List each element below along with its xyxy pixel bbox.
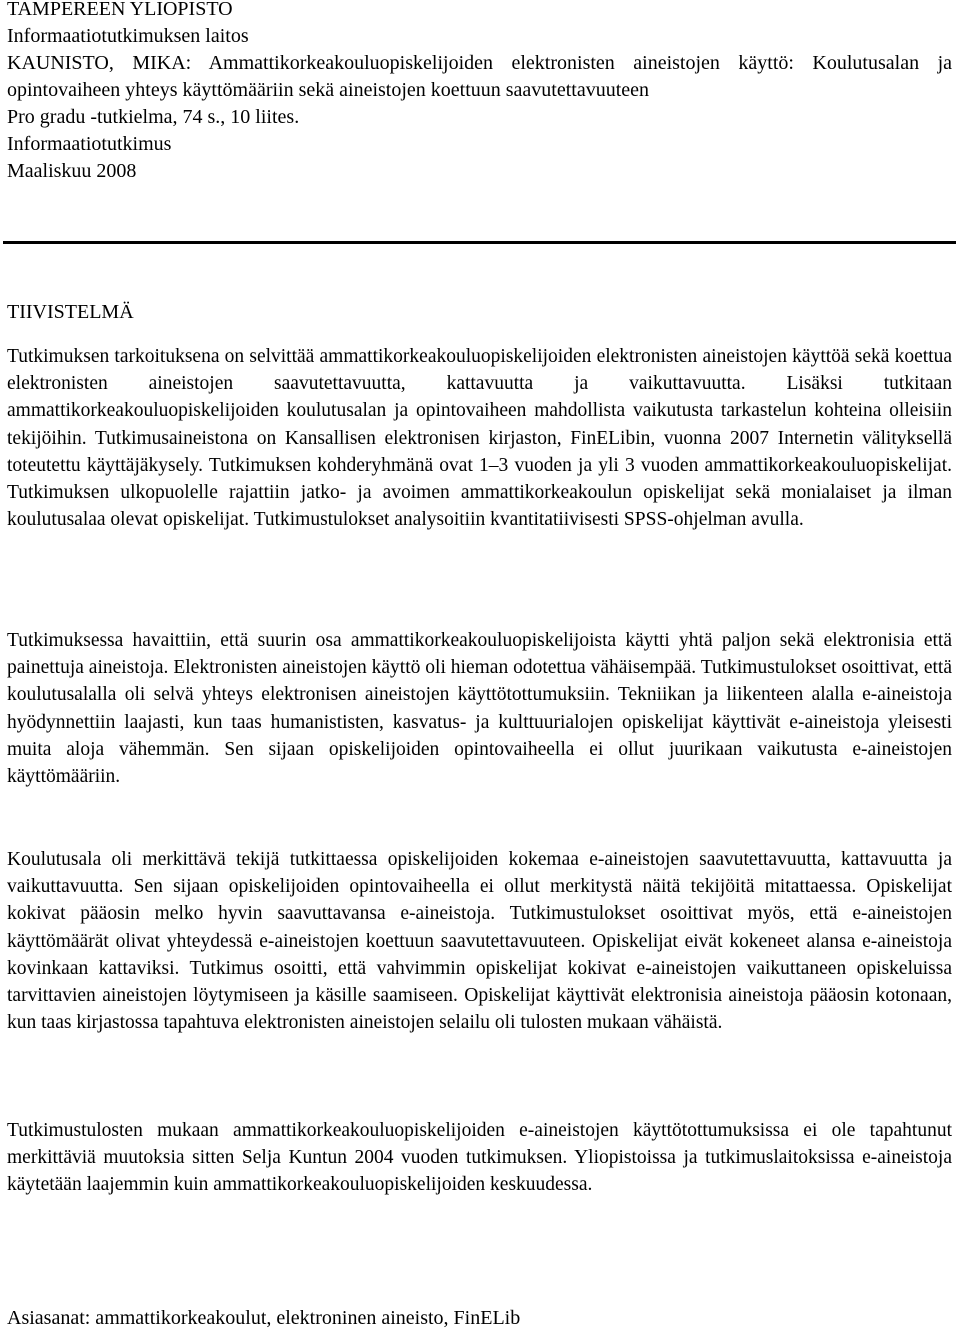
abstract-paragraph: Koulutusala oli merkittävä tekijä tutkittaessa opiskelijoiden kokemaa e-aineistojen saavutettavuutta, kattavuutta ja vaikuttavuutta. Sen sijaan opiskelijoiden opintovaiheella ei ollut merkitystä näitä tekijöitä mitattaessa. Opiskelijat kokivat pääosin melko hyvin saavuttavansa e-aineistoja. Tutkimustulokset osoittivat myös, että e-aineistojen käyttömäärät olivat yhteydessä e-aineistojen koettuun saavutettavuuteen. Opiskelijat eivät kokeneet alansa e-aineistoja kovinkaan kattaviksi. Tutkimus osoitti, että vahvimmin opiskelijat kokivat e-aineistojen vaikuttaneen opiskeluissa tarvittavien aineistojen löytymiseen ja käsille saamiseen. Opiskelijat käyttivät elektronisia aineistoja pääosin kotonaan, kun taas kirjastossa tapahtuva elektronisten aineistojen selailu oli tulosten mukaan vähäistä.: [7, 849, 952, 1034]
abstract-paragraph: Tutkimuksen tarkoituksena on selvittää ammattikorkeakouluopiskelijoiden elektronisten aineistojen käyttöä sekä koettua elektronisten aineistojen saavutettavuutta, kattavuutta ja vaikuttavuutta. Lisäksi tutkitaan ammattikorkeakouluopiskelijoiden koulutusalan ja opintovaiheen mahdollista vaikutusta tarkastelun kohteina olleisiin tekijöihin. Tutkimusaineistona on Kansallisen elektronisen kirjaston, FinELibin, vuonna 2007 Internetin välityksellä toteutettu käyttäjäkysely. Tutkimuksen kohderyhmänä ovat 1–3 vuoden ja yli 3 vuoden ammattikorkeakouluopiskelijat. Tutkimuksen ulkopuolelle rajattiin jatko- ja avoimen ammattikorkeakoulun opiskelijat sekä monialaiset ja ilman koulutusalaa olevat opiskelijat. Tutkimustulokset analysoitiin kvantitatiivisesti SPSS-ohjelman avulla.: [7, 346, 952, 531]
abstract-paragraph: Tutkimustulosten mukaan ammattikorkeakouluopiskelijoiden e-aineistojen käyttötottumuksissa ei ole tapahtunut merkittäviä muutoksia sitten Selja Kuntun 2004 vuoden tutkimuksen. Yliopistoissa ja tutkimuslaitoksissa e-aineistoja käytetään laajemmin kuin ammattikorkeakouluopiskelijoiden keskuudessa.: [7, 1120, 952, 1196]
university-name: TAMPEREEN YLIOPISTO: [7, 0, 233, 20]
keywords-line: Asiasanat: ammattikorkeakoulut, elektroninen aineisto, FinELib: [7, 1307, 521, 1329]
thesis-header: [7, 0, 952, 185]
header-divider: [3, 241, 956, 244]
subject-name: Informaatiotutkimus: [7, 133, 172, 155]
publication-date: Maaliskuu 2008: [7, 160, 137, 182]
abstract-paragraph: Tutkimuksessa havaittiin, että suurin osa ammattikorkeakouluopiskelijoista käytti yhtä paljon sekä elektronisia että painettuja aineistoja. Elektronisten aineistojen käyttö oli hieman odotettua vähäisempää. Tutkimustulokset osoittivat, että koulutusalalla oli selvä yhteys elektronisen aineistojen käyttötottumuksiin. Tekniikan ja liikenteen alalla e-aineistoja hyödynnettiin laajasti, kun taas humanististen, kasvatus- ja kulttuurialojen opiskelijat käyttivät e-aineistoja yleisesti muita aloja vähemmän. Sen sijaan opiskelijoiden opintovaiheella ei ollut juurikaan vaikutusta e-aineistojen käyttömääriin.: [7, 630, 952, 788]
department-name: Informaatiotutkimuksen laitos: [7, 25, 249, 47]
abstract-heading: TIIVISTELMÄ: [7, 301, 134, 323]
author-and-title: KAUNISTO, MIKA: Ammattikorkeakouluopiskelijoiden elektronisten aineistojen käyttö: Koulutusalan ja opintovaiheen yhteys käyttömääriin sekä aineistojen koettuun saavutettavuuteen: [7, 52, 952, 101]
thesis-info: Pro gradu -tutkielma, 74 s., 10 liites.: [7, 106, 300, 128]
